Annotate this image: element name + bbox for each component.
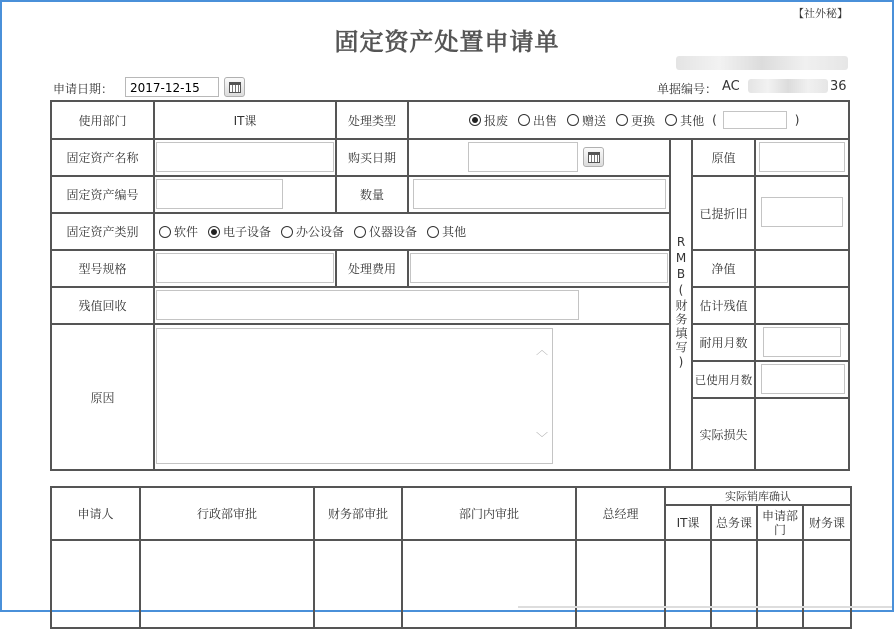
gm-sign[interactable] [576, 540, 665, 628]
used-months-cell [755, 361, 849, 398]
dept-label: 使用部门 [51, 101, 154, 139]
actual-loss-cell [755, 398, 849, 470]
radio-icon [281, 226, 293, 238]
original-value-input[interactable] [759, 142, 845, 172]
dept-internal-header: 部门内审批 [402, 487, 576, 540]
radio-icon [518, 114, 530, 126]
reason-label: 原因 [51, 324, 154, 470]
rmb-note: RMB(财务填写) [674, 235, 688, 371]
fee-label: 处理费用 [336, 250, 408, 287]
purchase-date-input[interactable] [468, 142, 578, 172]
purchase-date-cell [408, 139, 670, 176]
radio-icon [567, 114, 579, 126]
redacted-doc-no [748, 79, 828, 93]
useful-months-label: 耐用月数 [692, 324, 755, 361]
category-option-instrument[interactable]: 仪器设备 [354, 223, 417, 240]
finance-sign[interactable] [314, 540, 402, 628]
asset-no-input[interactable] [156, 179, 283, 209]
depreciation-cell [755, 176, 849, 250]
redacted-company-name [676, 56, 848, 70]
used-months-input[interactable] [761, 364, 845, 394]
depreciation-input[interactable] [761, 197, 843, 227]
category-label: 固定资产类别 [51, 213, 154, 250]
est-residual-cell [755, 287, 849, 324]
asset-name-label: 固定资产名称 [51, 139, 154, 176]
fee-cell [408, 250, 670, 287]
useful-months-cell [755, 324, 849, 361]
depreciation-label: 已提折旧 [692, 176, 755, 250]
category-option-office[interactable]: 办公设备 [281, 223, 344, 240]
confirm-general-header: 总务课 [711, 505, 757, 540]
qty-cell [408, 176, 670, 213]
type-option-other[interactable]: 其他 [665, 112, 704, 129]
apply-date-label: 申请日期： [53, 82, 114, 96]
used-months-label: 已使用月数 [692, 361, 755, 398]
admin-sign[interactable] [140, 540, 314, 628]
residual-input[interactable] [156, 290, 579, 320]
radio-checked-icon [208, 226, 220, 238]
type-option-gift[interactable]: 赠送 [567, 112, 606, 129]
useful-months-input[interactable] [763, 327, 841, 357]
type-option-replace[interactable]: 更换 [616, 112, 655, 129]
dept-value: IT课 [154, 101, 336, 139]
calendar-icon [229, 82, 241, 93]
admin-header: 行政部审批 [140, 487, 314, 540]
horizontal-scroll-track [518, 606, 892, 608]
model-cell [154, 250, 336, 287]
asset-no-label: 固定资产编号 [51, 176, 154, 213]
doc-no-label: 单据编号： [657, 82, 718, 96]
purchase-date-label: 购买日期 [336, 139, 408, 176]
qty-input[interactable] [413, 179, 666, 209]
category-cell [154, 213, 670, 250]
original-value-cell [755, 139, 849, 176]
rmb-note-cell [670, 139, 692, 470]
radio-icon [354, 226, 366, 238]
model-label: 型号规格 [51, 250, 154, 287]
doc-no-prefix: AC [722, 79, 740, 94]
asset-disposal-form [50, 100, 850, 471]
apply-date-calendar-button[interactable] [224, 77, 245, 97]
confirm-it-header: IT课 [665, 505, 711, 540]
model-input[interactable] [156, 253, 334, 283]
confirm-general-sign[interactable] [711, 540, 757, 628]
page-title: 固定资产处置申请单 [334, 28, 560, 56]
confirm-applicant-dept-header: 申请部门 [757, 505, 803, 540]
est-residual-label: 估计残值 [692, 287, 755, 324]
asset-name-input[interactable] [156, 142, 334, 172]
qty-label: 数量 [336, 176, 408, 213]
residual-cell [154, 287, 670, 324]
fee-input[interactable] [410, 253, 668, 283]
radio-icon [616, 114, 628, 126]
gm-header: 总经理 [576, 487, 665, 540]
radio-icon [427, 226, 439, 238]
dept-internal-sign[interactable] [402, 540, 576, 628]
confirm-it-sign[interactable] [665, 540, 711, 628]
residual-label: 残值回收 [51, 287, 154, 324]
paren-open: ( [712, 113, 717, 127]
category-option-other[interactable]: 其他 [427, 223, 466, 240]
applicant-header: 申请人 [51, 487, 140, 540]
confirm-applicant-dept-sign[interactable] [757, 540, 803, 628]
calendar-icon [588, 152, 600, 163]
type-label: 处理类型 [336, 101, 408, 139]
type-option-scrap[interactable]: 报废 [469, 112, 508, 129]
reason-textarea[interactable] [156, 328, 553, 464]
finance-header: 财务部审批 [314, 487, 402, 540]
type-option-sell[interactable]: 出售 [518, 112, 557, 129]
reason-cell [154, 324, 670, 470]
confidential-label: 【社外秘】 [793, 7, 848, 20]
doc-no-suffix: 36 [830, 79, 847, 94]
purchase-date-calendar-button[interactable] [583, 147, 604, 167]
original-value-label: 原值 [692, 139, 755, 176]
scroll-down-icon[interactable]: ﹀ [535, 431, 548, 445]
radio-icon [665, 114, 677, 126]
paren-close: ) [794, 113, 800, 127]
type-other-input[interactable] [723, 111, 787, 129]
confirm-header: 实际销库确认 [665, 487, 851, 505]
confirm-finance-sign[interactable] [803, 540, 851, 628]
radio-icon [159, 226, 171, 238]
confirm-finance-header: 财务课 [803, 505, 851, 540]
actual-loss-label: 实际损失 [692, 398, 755, 470]
net-value-label: 净值 [692, 250, 755, 287]
applicant-sign[interactable] [51, 540, 140, 628]
category-option-software[interactable]: 软件 [159, 223, 198, 240]
disposal-type-cell [408, 101, 849, 139]
asset-name-cell [154, 139, 336, 176]
radio-checked-icon [469, 114, 481, 126]
net-value-cell [755, 250, 849, 287]
scroll-up-icon[interactable]: ︿ [535, 343, 548, 357]
apply-date-input[interactable]: 2017-12-15 [125, 77, 219, 97]
asset-no-cell [154, 176, 336, 213]
category-option-electronics[interactable]: 电子设备 [208, 223, 271, 240]
